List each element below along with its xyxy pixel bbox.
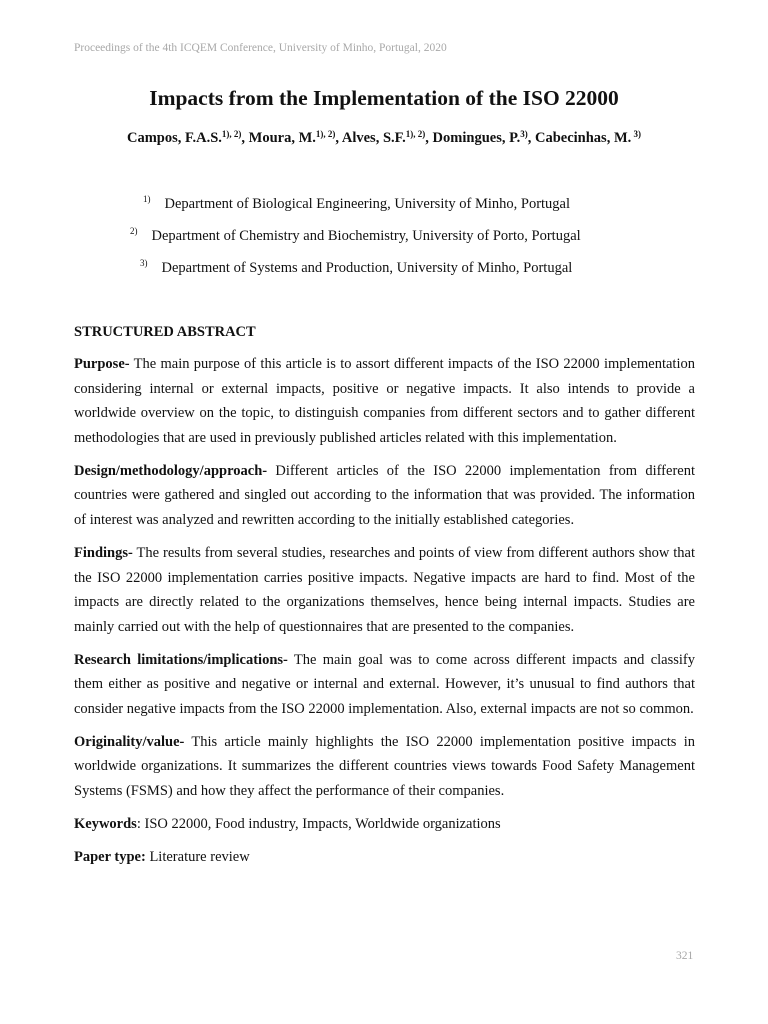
keywords-label: Keywords xyxy=(74,816,137,833)
affiliation-3: $^{3)}$ Department of Systems and Production, University of Minho, Portugal xyxy=(140,258,573,276)
author: Cabecinhas, M. $^{3)}$ xyxy=(534,129,642,146)
affiliation-1: $^{1)}$ Department of Biological Engineering, University of Minho, Portugal xyxy=(143,194,571,212)
author: Domingues, P.$^{3)}$, xyxy=(432,129,535,146)
design-label: Design/methodology/approach- xyxy=(74,462,268,479)
abstract-body xyxy=(74,352,695,878)
affiliation-mark: 1) xyxy=(143,194,151,204)
affiliation-2: $^{2)}$ Department of Chemistry and Biochemistry, University of Porto, Portugal xyxy=(130,226,581,244)
paper-type-paragraph: Paper type: Literature review xyxy=(74,849,250,866)
purpose-label: Purpose- xyxy=(74,356,130,372)
design-paragraph: Design/methodology/approach- Different articles of the ISO 22000 implementation from different countries were gathered and singled out according to the information that was provided. The information of interest was analyzed and rewritten according to the initially established categories. xyxy=(74,462,695,528)
affiliation-mark: 2) xyxy=(130,226,138,236)
author-affiliation-mark: 1), 2) xyxy=(315,129,336,139)
abstract-heading: STRUCTURED ABSTRACT xyxy=(74,324,256,340)
author-affiliation-mark: 3) xyxy=(520,129,528,139)
author-affiliation-mark: 1), 2) xyxy=(221,129,242,139)
findings-paragraph: Findings- The results from several studies, researches and points of view from different authors show that the ISO 22000 implementation carries positive impacts. Negative impacts are hard to find. Most of the impacts are directly related to the organizations themselves, hence being internal impacts. Studies are mainly carried out with the help of questionnaires that are presented to the companies. xyxy=(74,544,695,635)
author: Alves, S.F.$^{1), 2)}$, xyxy=(341,129,433,146)
paper-title: Impacts from the Implementation of the ISO 22000 xyxy=(149,86,619,110)
limitations-paragraph: Research limitations/implications- The main goal was to come across different impacts and classify them either as positive and negative or internal and external. However, it’s unusual to find authors that consider negative impacts from the ISO 22000 implementation. Also, external impacts are not so common. xyxy=(74,651,695,717)
keywords-paragraph: Keywords: ISO 22000, Food industry, Impacts, Worldwide organizations xyxy=(74,816,501,833)
page-number: 321 xyxy=(676,950,694,962)
running-head: Proceedings of the 4th ICQEM Conference, University of Minho, Portugal, 2020 xyxy=(74,42,447,54)
originality-paragraph: Originality/value- This article mainly highlights the ISO 22000 implementation positive impacts in worldwide organizations. It summarizes the different countries views towards Food Safety Management Systems (FSMS) and how they affect the performance of their companies. xyxy=(74,733,695,800)
paper-type-label: Paper type: xyxy=(74,849,146,866)
limitations-label: Research limitations/implications- xyxy=(74,651,288,668)
originality-label: Originality/value- xyxy=(74,733,185,750)
author: Campos, F.A.S.$^{1), 2)}$, xyxy=(126,129,249,146)
affiliation-mark: 3) xyxy=(140,258,148,268)
author-affiliation-mark: 3) xyxy=(631,129,642,139)
findings-label: Findings- xyxy=(74,544,133,561)
purpose-paragraph: Purpose- The main purpose of this article is to assort different impacts of the ISO 22000 implementation considering internal or external impacts, positive or negative impacts. It also intends to provide a worldwide overview on the topic, to distinguish companies from different sectors and to gather different methodologies that are used in previously published articles related with this implementation. xyxy=(74,356,695,446)
author-affiliation-mark: 1), 2) xyxy=(405,129,426,139)
author: Moura, M.$^{1), 2)}$, xyxy=(248,129,342,146)
author-list xyxy=(0,130,768,147)
